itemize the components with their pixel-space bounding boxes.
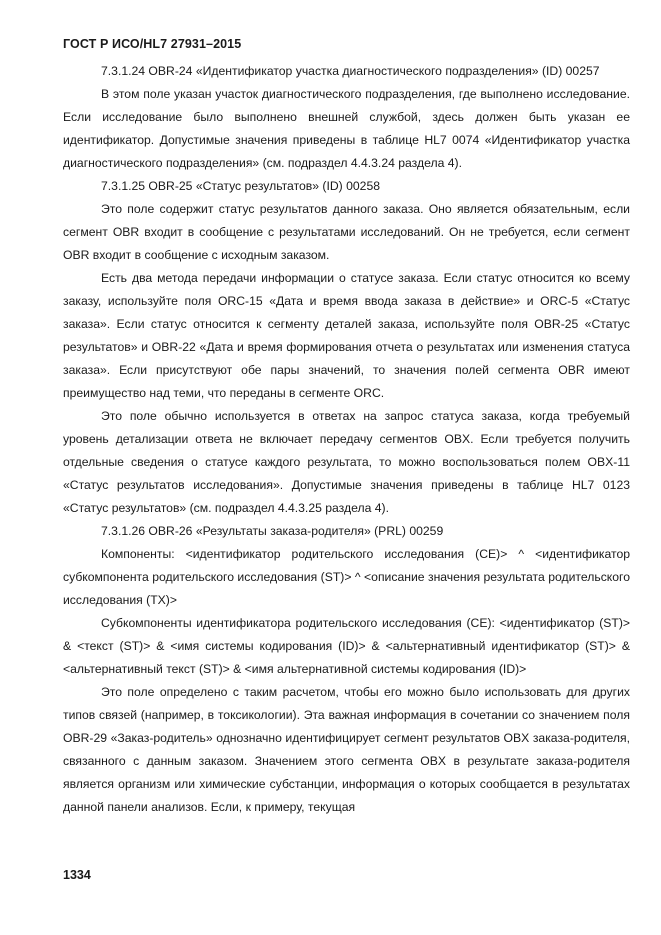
paragraph-obr-25-description: Это поле содержит статус результатов данного заказа. Оно является обязательным, если сегмент OBR входит в сообщение с результатами исследований. Он не требуется, если сегмент OBR входит в сообщение с исходным заказом. — [63, 202, 630, 262]
page-number: 1334 — [63, 868, 91, 882]
paragraph-status-usage: Это поле обычно используется в ответах на запрос статуса заказа, когда требуемый уровень детализации ответа не включает передачу сегментов OBX. Если требуется получить отдельные сведения о статусе каждого результата, то можно воспользоваться полем OBX-11 «Статус результатов исследования». Допустимые значения приведены в таблице HL7 0123 «Статус результатов» (см. подраздел 4.4.3.25 раздела 4). — [63, 409, 630, 515]
document-body — [63, 60, 630, 819]
section-heading-obr-25: 7.3.1.25 OBR-25 «Статус результатов» (ID) 00258 — [101, 179, 381, 193]
section-heading-obr-26: 7.3.1.26 OBR-26 «Результаты заказа-родителя» (PRL) 00259 — [101, 524, 444, 538]
section-heading-obr-24: 7.3.1.24 OBR-24 «Идентификатор участка диагностического подразделения» (ID) 00257 — [101, 64, 600, 78]
paragraph-components: Компоненты: <идентификатор родительского исследования (CE)> ^ <идентификатор субкомпонента родительского исследования (ST)> ^ <описание значения результата родительского исследования (TX)> — [63, 547, 630, 607]
paragraph-subcomponents: Субкомпоненты идентификатора родительского исследования (CE): <идентификатор (ST)> & <текст (ST)> & <имя системы кодирования (ID)> & <альтернативный идентификатор (ST)> & <альтернативный текст (ST)> & <имя альтернативной системы кодирования (ID)> — [63, 616, 630, 676]
paragraph-obr-24-description: В этом поле указан участок диагностического подразделения, где выполнено исследование. Если исследование было выполнено внешней службой, здесь должен быть указан ее идентификатор. Допустимые значения приведены в таблице HL7 0074 «Идентификатор участка диагностического подразделения» (см. подраздел 4.4.3.24 раздела 4). — [63, 87, 630, 170]
paragraph-obr-26-description: Это поле определено с таким расчетом, чтобы его можно было использовать для других типов связей (например, в токсикологии). Эта важная информация в сочетании со значением поля OBR-29 «Заказ-родитель» однозначно идентифицирует сегмент результатов OBX заказа-родителя, связанного с данным заказом. Значением этого сегмента OBX в результате заказа-родителя является организм или химические субстанции, информация о которых сообщается в результатах данной панели анализов. Если, к примеру, текущая — [63, 685, 630, 814]
document-header: ГОСТ Р ИСО/HL7 27931–2015 — [63, 37, 242, 51]
paragraph-status-methods: Есть два метода передачи информации о статусе заказа. Если статус относится ко всему заказу, используйте поля ORC-15 «Дата и время ввода заказа в действие» и ORC-5 «Статус заказа». Если статус относится к сегменту деталей заказа, используйте поля OBR-25 «Статус результатов» и OBR-22 «Дата и время формирования отчета о результатах или изменения статуса заказа». Если присутствуют обе пары значений, то значения полей сегмента OBR имеют преимущество над теми, что переданы в сегменте ORC. — [63, 271, 630, 400]
